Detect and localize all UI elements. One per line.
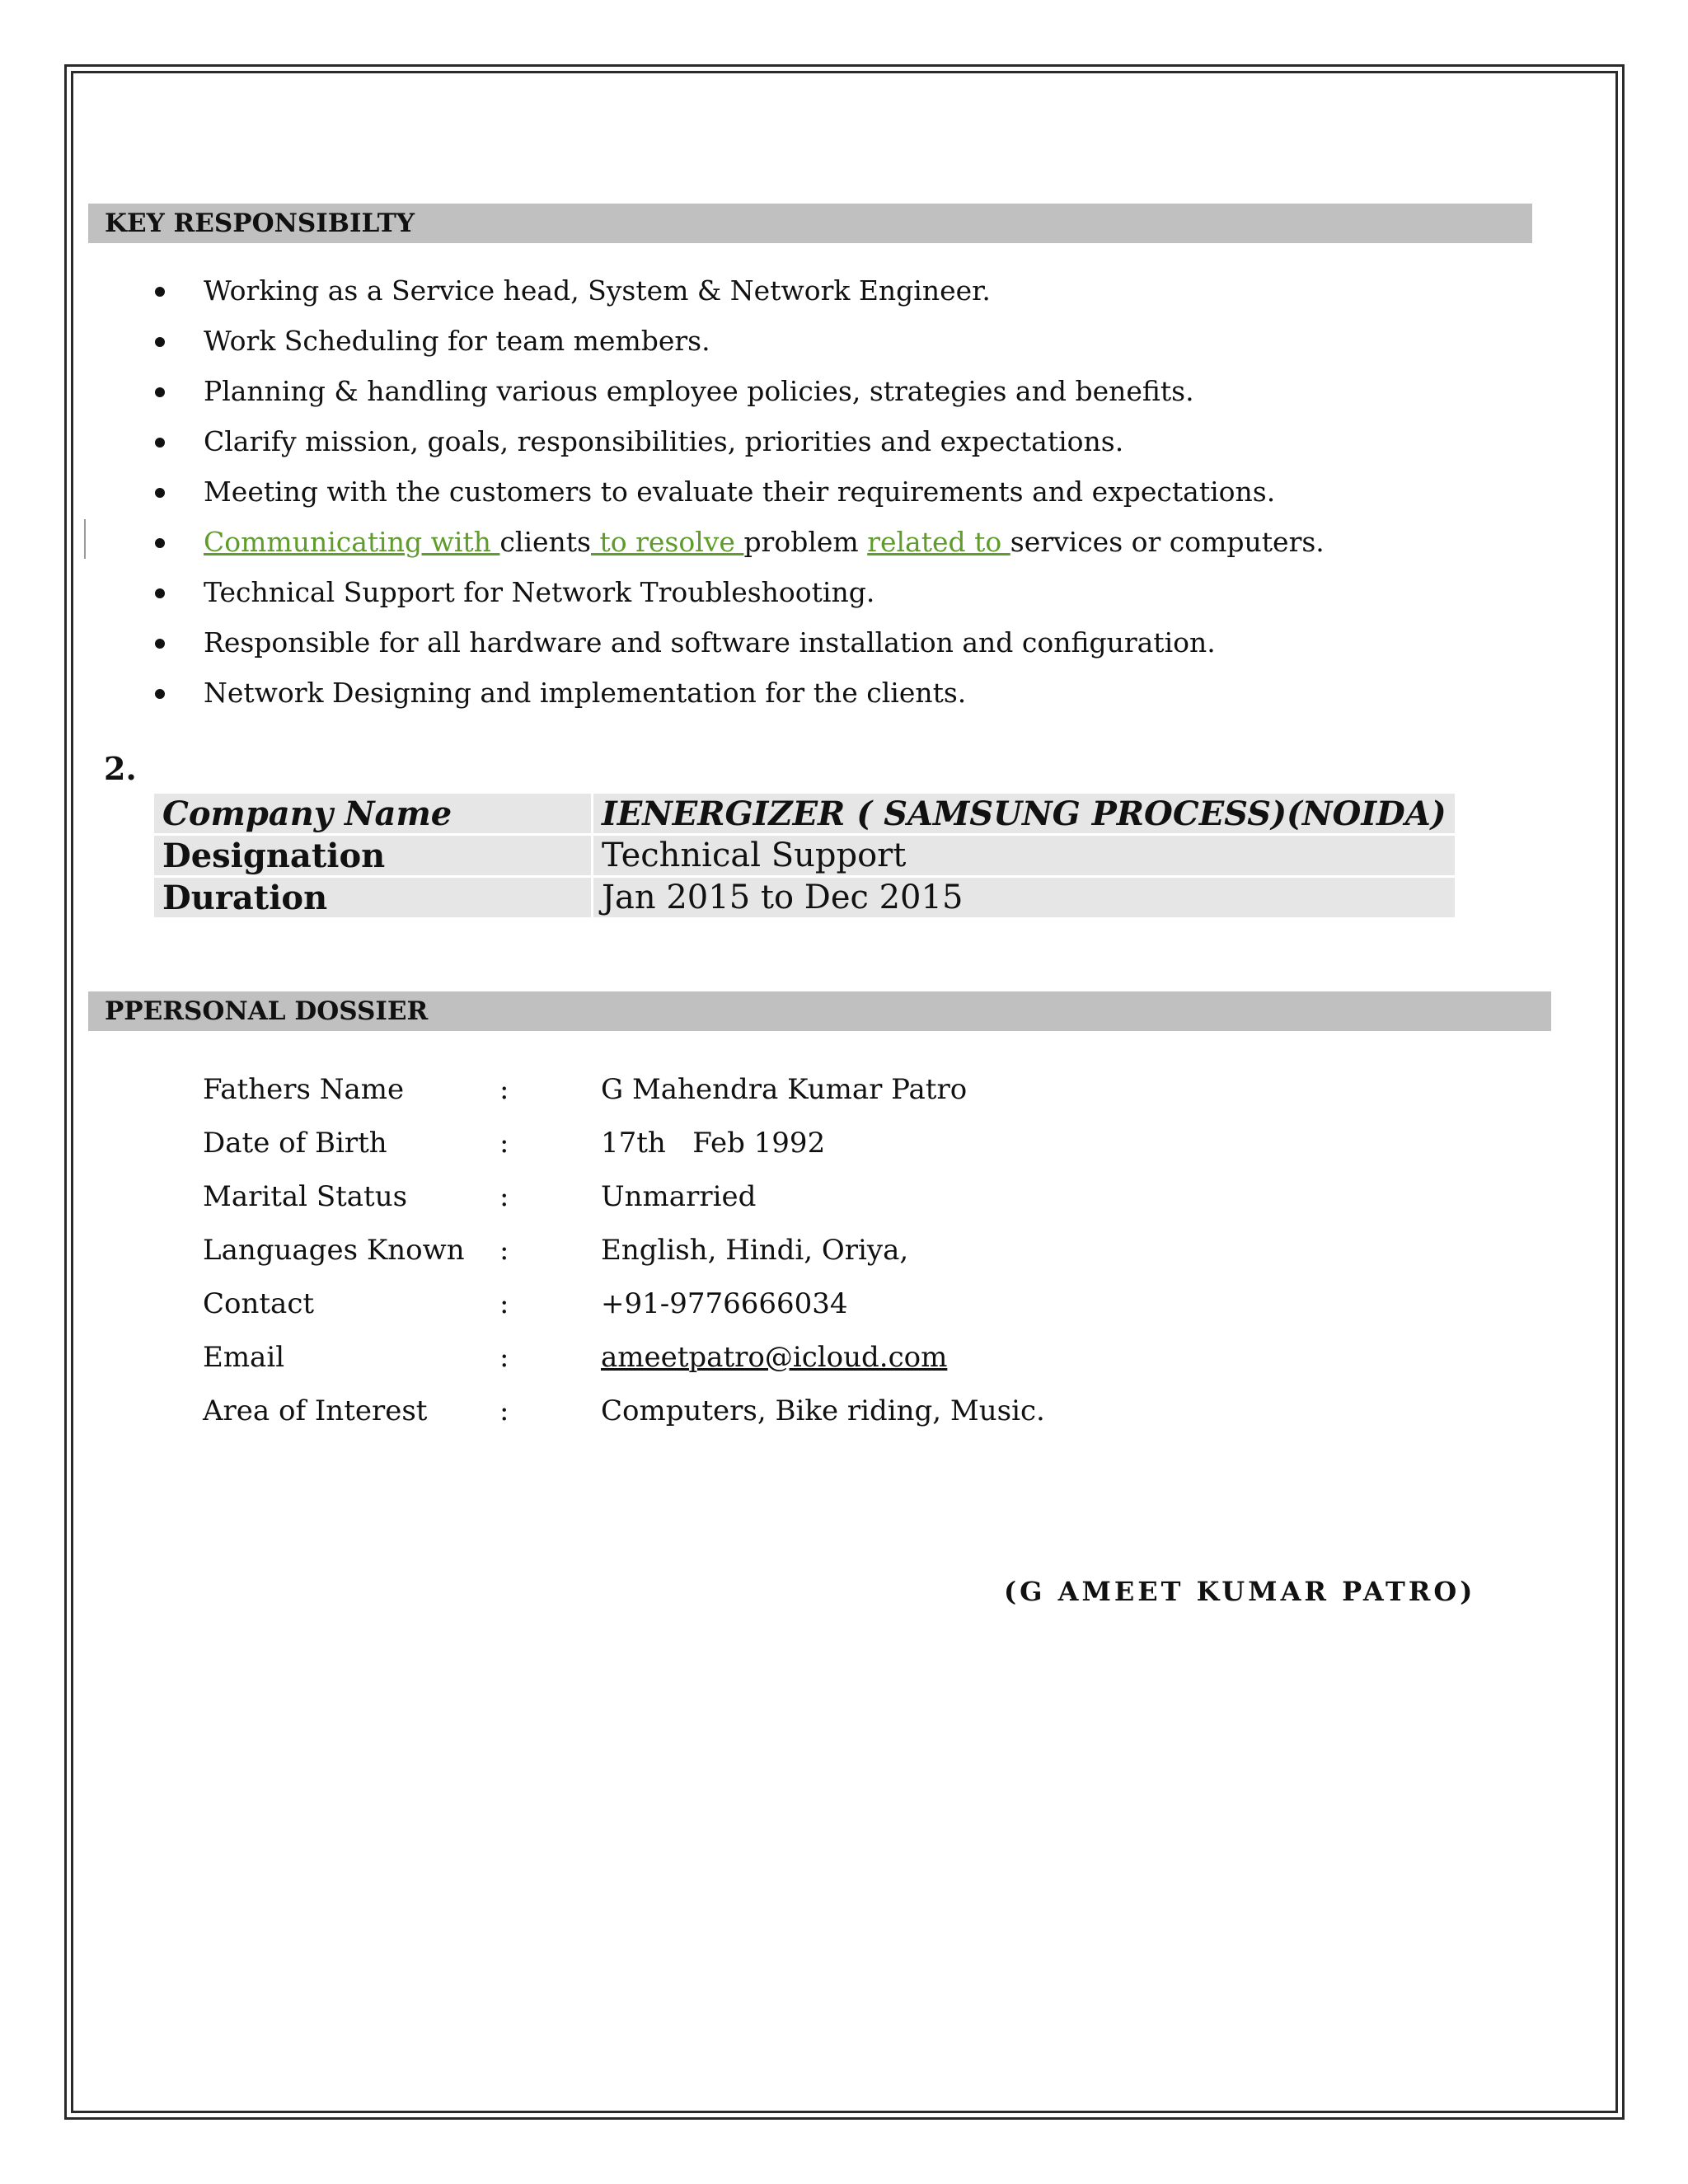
detail-separator: : bbox=[499, 1234, 509, 1267]
list-item: Technical Support for Network Troubleshooting. bbox=[155, 567, 1325, 617]
detail-value: Unmarried bbox=[601, 1180, 757, 1213]
designation-label: Designation bbox=[154, 836, 591, 875]
job-number: 2. bbox=[104, 750, 137, 787]
bullet-icon bbox=[155, 689, 165, 699]
detail-label: Fathers Name bbox=[203, 1073, 405, 1106]
tracked-insertion: related to bbox=[867, 526, 1010, 558]
duration-label: Duration bbox=[154, 878, 591, 917]
detail-separator: : bbox=[499, 1073, 509, 1106]
detail-separator: : bbox=[499, 1287, 509, 1320]
responsibility-list bbox=[155, 265, 1325, 718]
table-row bbox=[154, 794, 1455, 833]
list-item: Working as a Service head, System & Network Engineer. bbox=[155, 265, 1325, 316]
detail-value: 17th Feb 1992 bbox=[601, 1127, 826, 1160]
detail-label: Languages Known bbox=[203, 1234, 465, 1267]
detail-label: Email bbox=[203, 1341, 285, 1374]
key-responsibility-heading: KEY RESPONSIBILTY bbox=[88, 204, 1532, 243]
email-link[interactable]: ameetpatro@icloud.com bbox=[601, 1341, 948, 1374]
bullet-icon bbox=[155, 588, 165, 598]
detail-label: Area of Interest bbox=[203, 1394, 428, 1427]
signature-name: (G AMEET KUMAR PATRO) bbox=[1004, 1576, 1476, 1607]
detail-value: +91-9776666034 bbox=[601, 1287, 848, 1320]
personal-dossier-heading: PPERSONAL DOSSIER bbox=[88, 991, 1551, 1031]
bullet-icon bbox=[155, 287, 165, 297]
detail-value: G Mahendra Kumar Patro bbox=[601, 1073, 968, 1106]
change-bar-marker bbox=[84, 519, 86, 559]
detail-label: Marital Status bbox=[203, 1180, 408, 1213]
detail-value: English, Hindi, Oriya, bbox=[601, 1234, 909, 1267]
detail-value: Computers, Bike riding, Music. bbox=[601, 1394, 1045, 1427]
bullet-icon bbox=[155, 337, 165, 347]
list-item: Network Designing and implementation for the clients. bbox=[155, 668, 1325, 718]
tracked-insertion: Communicating with bbox=[204, 526, 500, 558]
duration-value: Jan 2015 to Dec 2015 bbox=[593, 878, 1455, 917]
detail-separator: : bbox=[499, 1127, 509, 1160]
designation-value: Technical Support bbox=[593, 836, 1455, 875]
list-item: Clarify mission, goals, responsibilities, priorities and expectations. bbox=[155, 416, 1325, 466]
bullet-icon bbox=[155, 488, 165, 498]
bullet-icon bbox=[155, 538, 165, 548]
list-item: Responsible for all hardware and software installation and configuration. bbox=[155, 617, 1325, 668]
company-label: Company Name bbox=[154, 794, 591, 833]
detail-separator: : bbox=[499, 1341, 509, 1374]
list-item-tracked-changes: Communicating with clients to resolve problem related to services or computers. bbox=[155, 517, 1325, 567]
bullet-icon bbox=[155, 639, 165, 649]
list-item: Meeting with the customers to evaluate their requirements and expectations. bbox=[155, 466, 1325, 517]
list-item: Work Scheduling for team members. bbox=[155, 316, 1325, 366]
company-value: IENERGIZER ( SAMSUNG PROCESS)(NOIDA) bbox=[593, 794, 1455, 833]
bullet-icon bbox=[155, 438, 165, 448]
detail-separator: : bbox=[499, 1180, 509, 1213]
table-row bbox=[154, 836, 1455, 875]
detail-separator: : bbox=[499, 1394, 509, 1427]
list-item: Planning & handling various employee policies, strategies and benefits. bbox=[155, 366, 1325, 416]
tracked-insertion: to resolve bbox=[591, 526, 744, 558]
detail-label: Contact bbox=[203, 1287, 315, 1320]
table-row bbox=[154, 878, 1455, 917]
job-details-table bbox=[152, 791, 1457, 920]
detail-label: Date of Birth bbox=[203, 1127, 387, 1160]
bullet-icon bbox=[155, 387, 165, 397]
